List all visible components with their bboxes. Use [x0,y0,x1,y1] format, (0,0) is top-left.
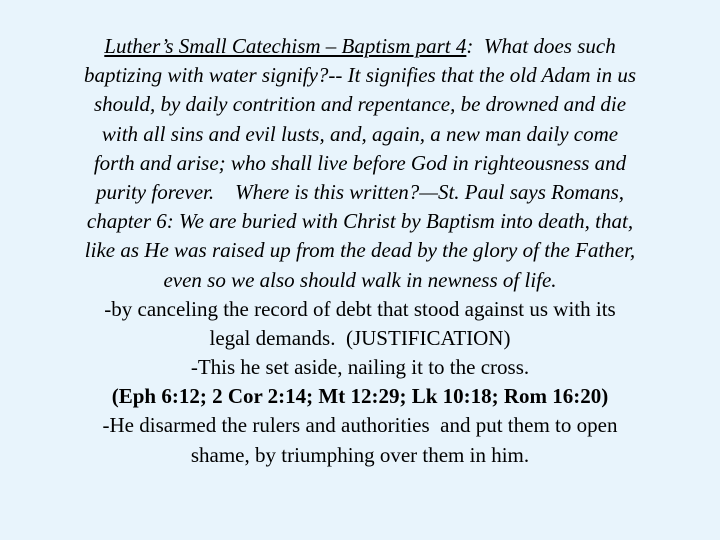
catechism-line-1 [0,32,720,61]
catechism-title: Luther’s Small Catechism – Baptism part 4 [104,34,467,58]
catechism-line-2: baptizing with water signify?-- It signifies that the old Adam in us [83,63,637,88]
commentary-line-1: -by canceling the record of debt that stood against us with its [104,296,616,321]
catechism-line-3: should, by daily contrition and repentance, be drowned and die [93,92,627,117]
catechism-line-7: chapter 6: We are buried with Christ by Baptism into death, that, [86,209,634,234]
commentary-line-2: legal demands. (JUSTIFICATION) [209,325,511,350]
catechism-question-start: What does such [473,34,616,58]
commentary-line-5: -He disarmed the rulers and authorities and put them to open [102,413,618,438]
catechism-title-colon: : [466,34,474,58]
catechism-line-9: even so we also should walk in newness of life. [163,267,557,292]
catechism-line-6: purity forever. Where is this written?—St. Paul says Romans, [95,179,625,204]
catechism-line-8: like as He was raised up from the dead by the glory of the Father, [84,238,636,263]
slide-body [0,32,720,470]
commentary-line-6: shame, by triumphing over them in him. [190,442,530,467]
catechism-line-5: forth and arise; who shall live before God in righteousness and [93,150,627,175]
catechism-line-4: with all sins and evil lusts, and, again, a new man daily come [101,121,619,146]
scripture-references: (Eph 6:12; 2 Cor 2:14; Mt 12:29; Lk 10:18; Rom 16:20) [111,384,609,409]
commentary-line-3: -This he set aside, nailing it to the cross. [190,355,530,380]
